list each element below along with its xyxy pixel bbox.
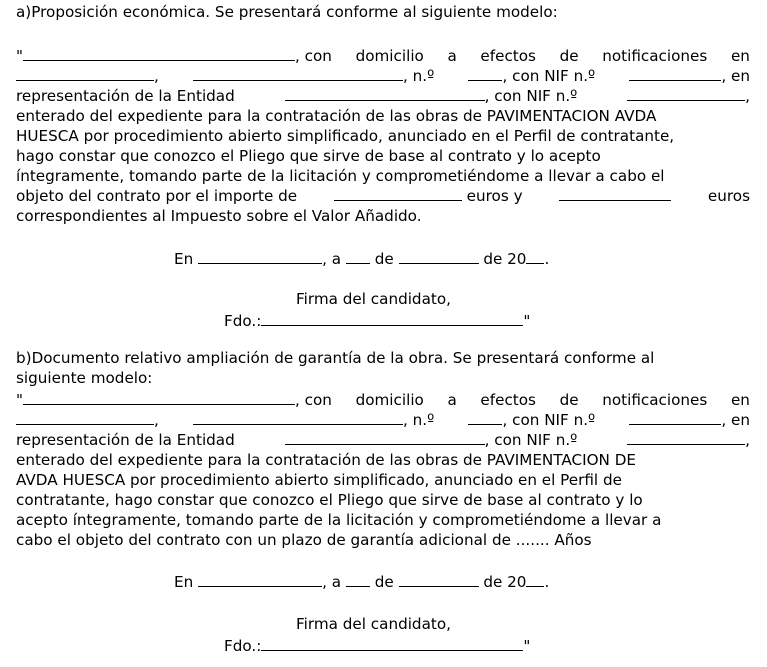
- entity-blank-b[interactable]: [285, 432, 485, 445]
- section-a-fdo-line: Fdo.: ": [224, 312, 531, 330]
- city-blank[interactable]: [16, 68, 154, 81]
- section-a-signature-label: Firma del candidato,: [296, 290, 451, 308]
- section-a-line-3: representación de la Entidad , con NIF n.º ,: [16, 87, 750, 105]
- number-blank-b[interactable]: [468, 412, 502, 425]
- date-day-blank[interactable]: [346, 251, 370, 264]
- section-b-line-4: enterado del expediente para la contratación de las obras de PAVIMENTACION DE: [16, 451, 637, 469]
- section-a-line-6: hago constar que conozco el Pliego que sirve de base al contrato y lo acepto: [16, 147, 601, 165]
- city-blank-b[interactable]: [16, 412, 154, 425]
- section-b-title-2: siguiente modelo:: [16, 369, 153, 387]
- vat-blank[interactable]: [559, 188, 671, 201]
- section-b-line-6: contratante, hago constar que conozco el Pliego que sirve de base al contrato y lo: [16, 491, 643, 509]
- section-a-line-8: objeto del contrato por el importe de euros y euros: [16, 187, 750, 205]
- section-b-line-8: cabo el objeto del contrato con un plazo de garantía adicional de ....... Años: [16, 531, 592, 549]
- section-a-line-9: correspondientes al Impuesto sobre el Valor Añadido.: [16, 207, 422, 225]
- section-b-date-line: En , a de de 20 .: [174, 573, 550, 591]
- street-blank-b[interactable]: [193, 412, 403, 425]
- name-blank[interactable]: [23, 48, 295, 61]
- signature-blank[interactable]: [261, 313, 523, 326]
- section-a-title: a)Proposición económica. Se presentará conforme al siguiente modelo:: [16, 3, 558, 21]
- section-a-line-5: HUESCA por procedimiento abierto simplificado, anunciado en el Perfil de contratante,: [16, 127, 675, 145]
- section-b-line-5: AVDA HUESCA por procedimiento abierto simplificado, anunciado en el Perfil de: [16, 471, 622, 489]
- section-a-line-1: " , con domicilio a efectos de notificaciones en: [16, 47, 750, 65]
- amount-blank[interactable]: [334, 188, 462, 201]
- section-b-line-7: acepto íntegramente, tomando parte de la licitación y comprometiéndome a llevar a: [16, 511, 662, 529]
- section-b-fdo-line: Fdo.: ": [224, 637, 531, 655]
- date-place-blank-b[interactable]: [198, 574, 322, 587]
- signature-blank-b[interactable]: [261, 638, 523, 651]
- entity-nif-blank-b[interactable]: [627, 432, 745, 445]
- date-year-blank[interactable]: [526, 251, 544, 264]
- section-b-line-1: " , con domicilio a efectos de notificaciones en: [16, 391, 750, 409]
- date-month-blank[interactable]: [399, 251, 479, 264]
- section-b-signature-label: Firma del candidato,: [296, 615, 451, 633]
- nif-blank-b[interactable]: [629, 412, 721, 425]
- section-b-line-2: , , n.º , con NIF n.º , en: [16, 410, 750, 430]
- section-a-line-2: , , n.º , con NIF n.º , en: [16, 66, 750, 86]
- date-day-blank-b[interactable]: [346, 574, 370, 587]
- date-year-blank-b[interactable]: [526, 574, 544, 587]
- entity-blank[interactable]: [285, 88, 485, 101]
- section-b-title-1: b)Documento relativo ampliación de garantía de la obra. Se presentará conforme al: [16, 349, 655, 367]
- nif-blank[interactable]: [629, 68, 721, 81]
- number-blank[interactable]: [468, 68, 502, 81]
- date-place-blank[interactable]: [198, 251, 322, 264]
- section-a-date-line: En , a de de 20 .: [174, 250, 550, 268]
- name-blank-b[interactable]: [23, 392, 295, 405]
- section-a-line-4: enterado del expediente para la contratación de las obras de PAVIMENTACION AVDA: [16, 107, 657, 125]
- street-blank[interactable]: [193, 68, 403, 81]
- entity-nif-blank[interactable]: [627, 88, 745, 101]
- date-month-blank-b[interactable]: [399, 574, 479, 587]
- section-b-line-3: representación de la Entidad , con NIF n.º ,: [16, 431, 750, 449]
- section-a-line-7: íntegramente, tomando parte de la licitación y comprometiéndome a llevar a cabo el: [16, 167, 665, 185]
